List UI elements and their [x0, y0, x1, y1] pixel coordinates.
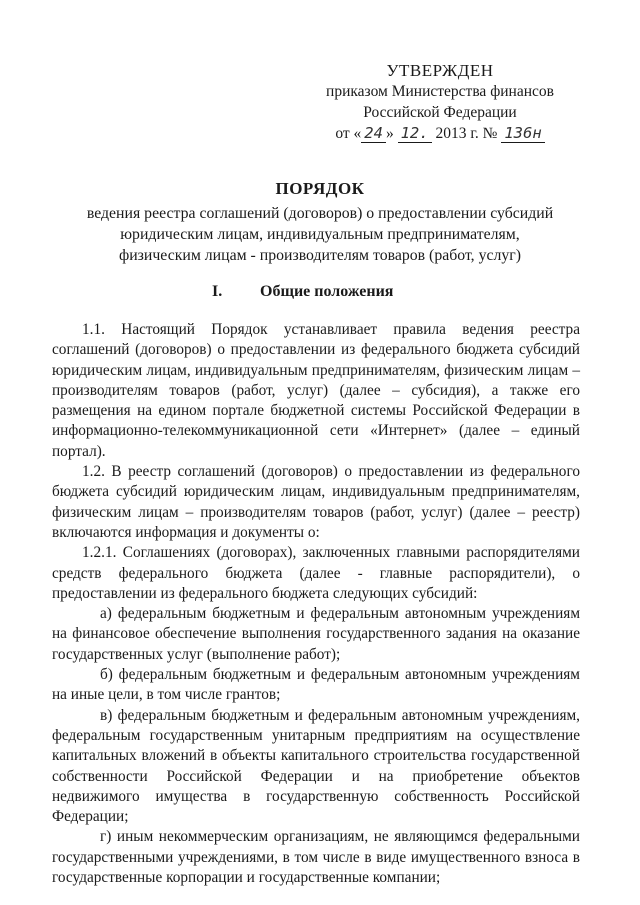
date-year: 2013 г. № — [435, 125, 498, 142]
title-heading: ПОРЯДОК — [275, 179, 365, 198]
approval-stamp — [300, 60, 580, 144]
document-title — [40, 178, 600, 266]
title-line-2: юридическим лицам, индивидуальным предпринимателям, — [120, 226, 520, 243]
date-mid: » — [385, 125, 394, 142]
date-day: 24 — [361, 124, 386, 143]
title-line-3: физическим лицам - производителям товаров (работ, услуг) — [118, 247, 522, 264]
title-line-1: ведения реестра соглашений (договоров) о предоставлении субсидий — [86, 205, 554, 222]
document-body — [52, 320, 580, 888]
paragraph-item-b: б) федеральным бюджетным и федеральным автономным учреждениям на иные цели, в том числе грантов; — [52, 666, 580, 704]
section-title: Общие положения — [260, 283, 394, 300]
paragraph-item-a: а) федеральным бюджетным и федеральным автономным учреждениям на финансовое обеспечение выполнения государственного задания на оказание государственных услуг (выполнение работ); — [52, 605, 580, 663]
approved-label: УТВЕРЖДЕН — [386, 61, 494, 80]
approval-line-2: Российской Федерации — [363, 104, 517, 121]
paragraph-item-d: г) иным некоммерческим организациям, не являющимся федеральными государственными учреждениями, в том числе в виде имущественного взноса в государственные корпорации и государственные компании; — [52, 828, 580, 887]
date-month: 12. — [398, 124, 432, 143]
order-number: 136н — [501, 124, 544, 143]
paragraph-1-1: 1.1. Настоящий Порядок устанавливает правила ведения реестра соглашений (договоров) о предоставлении из федерального бюджета субсидий юридическим лицам, индивидуальным предпринимателям, физическим лицам – производителям товаров (работ, услуг) (далее – субсидия), а также его размещения на едином портале бюджетной системы Российской Федерации в информационно-телекоммуникационной сети «Интернет» (далее – единый портал). — [52, 321, 580, 460]
section-number: I. — [212, 283, 223, 300]
paragraph-1-2-1: 1.2.1. Соглашениях (договорах), заключенных главными распорядителями средств федерального бюджета (далее - главные распорядители), о предоставлении из федерального бюджета следующих субсидий: — [52, 544, 580, 602]
date-prefix: от « — [335, 125, 362, 142]
approval-date-line — [300, 123, 580, 144]
approval-line-1: приказом Министерства финансов — [326, 83, 554, 100]
section-heading — [212, 283, 393, 301]
paragraph-1-2: 1.2. В реестр соглашений (договоров) о предоставлении из федерального бюджета субсидий юридическим лицам, индивидуальным предпринимателям, физическим лицам – производителям товаров (работ, услуг) (далее – реестр) включаются информация и документы о: — [52, 463, 580, 541]
paragraph-item-c: в) федеральным бюджетным и федеральным автономным учреждениям, федеральным государственным унитарным предприятиям на осуществление капитальных вложений в объекты капитального строительства государственной собственности Российской Федерации и на приобретение объектов недвижимого имущества в государственную собственность Российской Федерации; — [52, 706, 580, 826]
